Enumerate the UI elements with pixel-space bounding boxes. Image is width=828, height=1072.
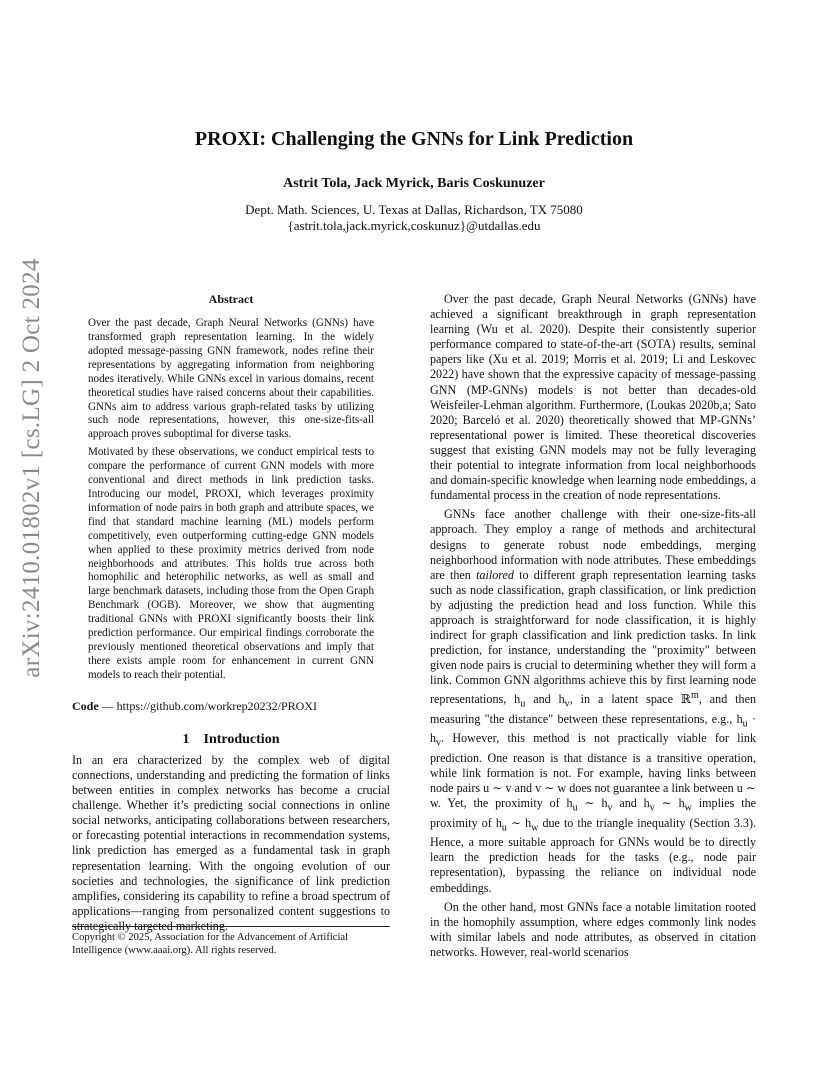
code-line — [72, 699, 390, 714]
text-run: due to the triangle inequality (Section 3.3). Hence, a more suitable approach for GNNs would be to directly learn the prediction heads for the tasks (e.g., node pair representation), bypassing the reliance on individual node embeddings. — [430, 815, 757, 895]
math-superscript: m — [690, 690, 699, 702]
code-separator: — — [98, 698, 117, 713]
right-paragraph-1: Over the past decade, Graph Neural Networks (GNNs) have achieved a significant breakthrough in graph representation learning (Wu et al. 2020). Despite their consistently superior performance compared to state-of-the-art (SOTA) results, seminal papers like (Xu et al. 2019; Morris et al. 2019; Li and Leskovec 2022) have shown that the expressive capacity of message-passing GNN (MP-GNNs) models is not better than decades-old Weisfeiler-Lehman algorithm. Furthermore, (Loukas 2020b,a; Sato 2020; Barceló et al. 2020) theoretically showed that MP-GNNs’ representational power is limited. These theoretical discoveries suggest that existing GNN models may not be fully leveraging their potential to integrate information from local neighborhoods and domain-specific knowledge when learning node embeddings, a fundamental process in the creation of node representations. — [430, 292, 756, 503]
text-run: and h — [525, 692, 565, 707]
math-subscript: w — [684, 802, 692, 814]
copyright-notice: Copyright © 2025, Association for the Advancement of Artificial Intelligence (www.aaai.org). All rights reserved. — [72, 926, 390, 957]
right-paragraph-3: On the other hand, most GNNs face a notable limitation rooted in the homophily assumption, where edges commonly link nodes with similar labels and node attributes, as observed in citation networks. However, real-world scenarios — [430, 899, 756, 959]
intro-paragraph-1: In an era characterized by the complex web of digital connections, understanding and predicting the formation of links between entities in complex networks has become a crucial challenge. Whether it’s predicting social connections in online social networks, anticipating collaborations between researchers, or forecasting potential interactions in recommendation systems, link prediction has emerged as a fundamental task in graph representation learning. With the ongoing evolution of our societies and technologies, the significance of link prediction amplifies, considering its capability to refine a broad spectrum of applications—ranging from personalized content suggestions to strategically targeted marketing. — [72, 752, 390, 933]
paper-authors: Astrit Tola, Jack Myrick, Baris Coskunuzer — [283, 176, 545, 191]
math-subscript: u — [501, 822, 507, 834]
section-number: 1 — [182, 731, 190, 747]
text-run: ∼ h — [577, 796, 608, 811]
left-column — [72, 292, 390, 934]
abstract-heading: Abstract — [208, 292, 254, 306]
code-link[interactable]: https://github.com/workrep20232/PROXI — [116, 698, 317, 713]
code-label: Code — [72, 698, 99, 713]
text-run: , and then measuring "the distance" between these representations, e.g., h — [430, 692, 756, 726]
right-column — [430, 292, 756, 964]
arxiv-sidebar — [14, 258, 50, 678]
math-subscript: w — [531, 822, 539, 834]
math-subscript: v — [564, 698, 570, 710]
affiliation-block — [0, 202, 828, 234]
paper-title: PROXI: Challenging the GNNs for Link Prediction — [194, 128, 634, 150]
section-heading-introduction — [72, 732, 390, 747]
text-run: , in a latent space ℝ — [569, 692, 691, 707]
text-run: · h — [430, 711, 756, 746]
affiliation: Dept. Math. Sciences, U. Texas at Dallas, Richardson, TX 75080 — [245, 202, 583, 217]
emphasis-tailored: tailored — [476, 567, 514, 582]
math-subscript: v — [649, 802, 655, 814]
abstract-paragraph-2: Motivated by these observations, we conduct empirical tests to compare the performance of current GNN models with more conventional and direct methods in link prediction tasks. Introducing our model, PROXI, which leverages proximity information of node pairs in both graph and attribute spaces, we find that standard machine learning (ML) models perform competitively, even outperforming cutting-edge GNN models when applied to these proximity metrics derived from node neighborhoods and attributes. This holds true across both homophilic and heterophilic networks, as well as small and large benchmark datasets, including those from the Open Graph Benchmark (OGB). Moreover, we show that augmenting traditional GNNs with PROXI significantly boosts their link prediction performance. Our empirical findings corroborate the previously mentioned theoretical observations and imply that there exists ample room for enhancement in current GNN models to reach their potential. — [88, 446, 374, 681]
author-emails: {astrit.tola,jack.myrick,coskunuz}@utdallas.edu — [287, 218, 541, 233]
arxiv-id: arXiv:2410.01802v1 [cs.LG] 2 Oct 2024 — [18, 258, 45, 678]
math-subscript: v — [436, 737, 442, 749]
text-run: ∼ h — [654, 796, 685, 811]
math-subscript: u — [520, 698, 526, 710]
text-run: implies the proximity of h — [430, 796, 756, 830]
section-title: Introduction — [203, 731, 280, 747]
right-paragraph-2 — [430, 507, 756, 895]
math-subscript: u — [742, 718, 748, 730]
text-run: GNNs face another challenge with their one-size-fits-all approach. They employ a range of methods and architectural designs to generate robust node embeddings, merging neighborhood information with node attributes. These embeddings are then — [430, 507, 756, 582]
text-run: to different graph representation learning tasks such as node classification, graph classification, or link prediction by adjusting the prediction head and loss function. While this approach is straightforward for node classification, it is highly indirect for graph classification and link prediction tasks. In link prediction, for instance, understanding the "proximity" between given node pairs is crucial to determining whether they will form a link. Common GNN algorithms achieve this by first learning node representations, h — [430, 567, 756, 707]
text-run: and h — [612, 796, 650, 811]
text-run: ∼ h — [506, 815, 532, 830]
abstract-paragraph-1: Over the past decade, Graph Neural Networks (GNNs) have transformed graph representation learning. In the widely adopted message-passing GNN framework, nodes refine their representations by aggregating information from neighboring nodes iteratively. While GNNs excel in various domains, recent theoretical studies have raised concerns about their capabilities. GNNs aim to address various graph-related tasks by utilizing such node representations, however, this one-size-fits-all approach proves suboptimal for diverse tasks. — [88, 317, 374, 441]
abstract-body — [72, 317, 390, 683]
text-run: . However, this method is not practically viable for link prediction. One reason is that distance is a transitive operation, while link formation is not. For example, having links between node pairs u ∼ v and v ∼ w does not guarantee a link between u ∼ w. Yet, the proximity of h — [430, 731, 756, 811]
math-subscript: u — [572, 802, 578, 814]
math-subscript: v — [607, 802, 613, 814]
